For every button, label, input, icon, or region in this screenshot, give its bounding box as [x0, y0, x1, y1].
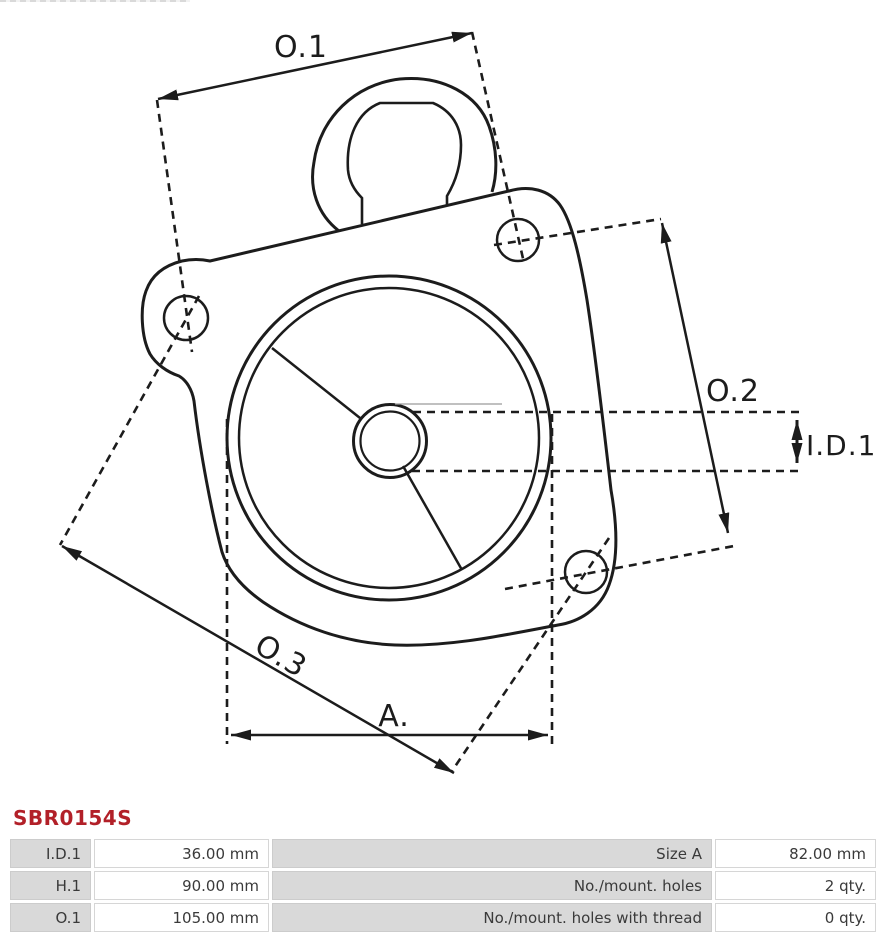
spec-cell-value: 105.00 mm: [94, 903, 269, 932]
center-bore-outer: [354, 405, 427, 478]
pilot-ring: [227, 276, 551, 600]
construction-lines: [60, 32, 799, 771]
dim-label-o2: O.2: [705, 374, 761, 409]
dim-label-o3: O.3: [248, 627, 313, 686]
spec-cell-label: H.1: [10, 871, 91, 900]
dim-label-id1: I.D.1: [806, 429, 877, 462]
dim-label-o1: O.1: [273, 30, 329, 65]
spec-cell-value: 2 qty.: [715, 871, 876, 900]
spec-cell-value: 0 qty.: [715, 903, 876, 932]
part-number-title: SBR0154S: [13, 806, 133, 830]
hole-bottom-right: [565, 551, 607, 593]
spec-cell-value: 82.00 mm: [715, 839, 876, 868]
ear-outer-loop: [313, 78, 496, 231]
spec-cell-value: 36.00 mm: [94, 839, 269, 868]
spec-table: [10, 839, 876, 932]
spec-cell-label: O.1: [10, 903, 91, 932]
dimension-lines: [62, 33, 797, 773]
spec-cell-label: No./mount. holes: [272, 871, 712, 900]
plate-outline: [142, 78, 616, 645]
spec-cell-value: 90.00 mm: [94, 871, 269, 900]
sector-radial-upper: [272, 348, 360, 418]
center-bore-inner: [361, 412, 420, 471]
hole-left: [164, 296, 208, 340]
dim-label-a: A.: [378, 699, 410, 734]
sector-radial-lower: [403, 466, 462, 570]
spec-cell-label: No./mount. holes with thread: [272, 903, 712, 932]
spec-cell-label: I.D.1: [10, 839, 91, 868]
spec-cell-label: Size A: [272, 839, 712, 868]
